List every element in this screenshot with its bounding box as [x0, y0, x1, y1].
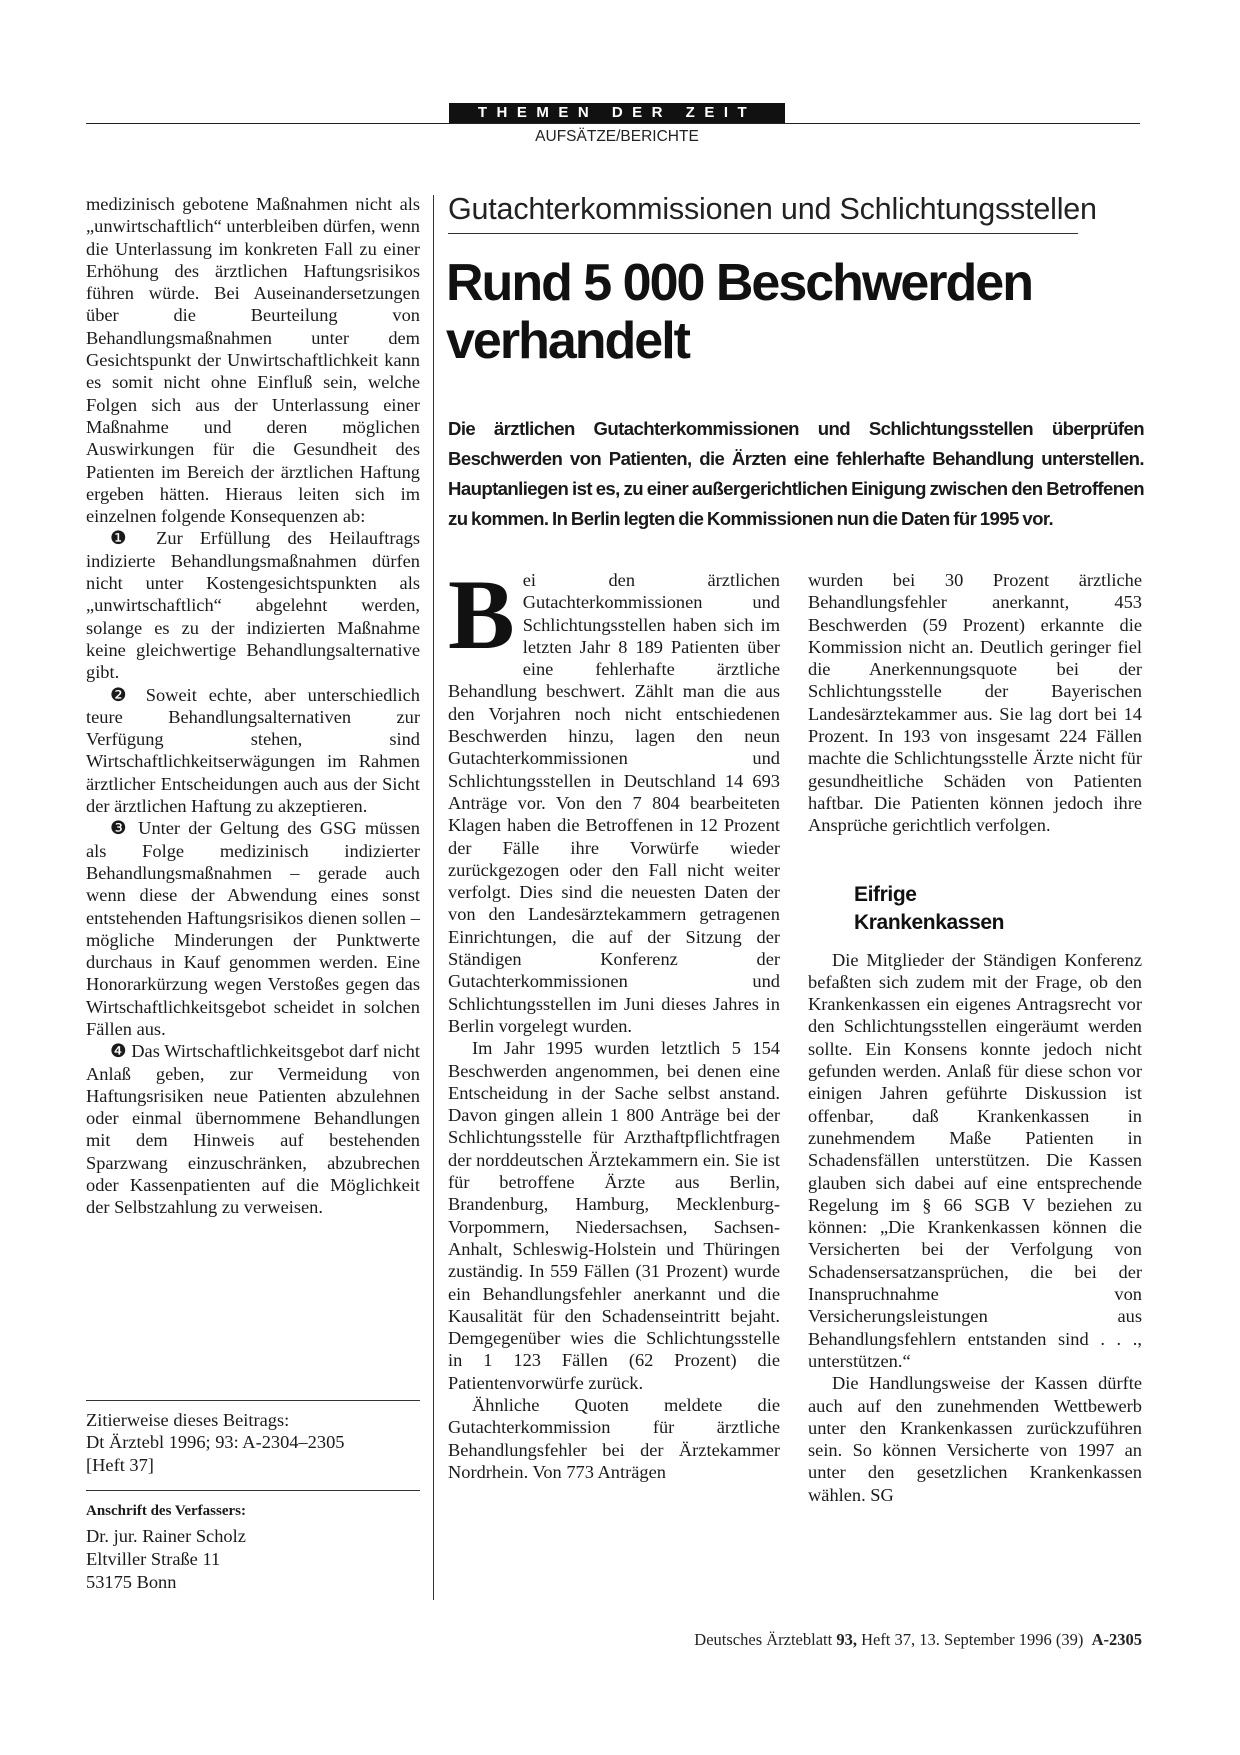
- author-address: [86, 1490, 420, 1594]
- section-banner: THEMEN DER ZEIT: [449, 103, 785, 123]
- address-city: 53175 Bonn: [86, 1572, 177, 1592]
- left-paragraph-2: ❶ Zur Erfüllung des Heilauftrags indizierte Behandlungsmaßnahmen dürfen nicht unter Kostengesichtspunkten als „unwirtschaftlich“ abgelehnt werden, solange es zu der indizierten Maßnahme keine gleichwertige Behandlungsalternative gibt.: [86, 528, 420, 683]
- header-rule: [86, 123, 1140, 124]
- citation-label: Zitierweise dieses Beitrags:: [86, 1410, 290, 1430]
- body-paragraph-4: wurden bei 30 Prozent ärztliche Behandlungsfehler anerkannt, 453 Beschwerden (59 Prozent) erkannte die Kommission nicht an. Deutlich geringer fiel die Anerkennungsquote bei der Schlichtungsstelle der Bayerischen Landesärztekammer aus. Sie lag dort bei 14 Prozent. In 193 von insgesamt 224 Fällen machte die Schlichtungsstelle Ärzte nicht für gesundheitliche Schäden von Patienten haftbar. Die Patienten können jedoch ihre Ansprüche gerichtlich verfolgen.: [808, 570, 1142, 836]
- page-footer: [694, 1630, 1142, 1650]
- citation-ref: Dt Ärztebl 1996; 93: A-2304–2305: [86, 1432, 345, 1453]
- kicker-rule: [448, 233, 1078, 234]
- address-street: Eltviller Straße 11: [86, 1549, 221, 1569]
- article-kicker: Gutachterkommissionen und Schlichtungsstellen: [448, 192, 1097, 226]
- subheading-line-2: Krankenkassen: [854, 910, 1005, 934]
- footer-page-number: A-2305: [1091, 1630, 1142, 1649]
- footer-journal: Deutsches Ärzteblatt: [694, 1630, 833, 1649]
- body-paragraph-5: Die Mitglieder der Ständigen Konferenz befaßten sich zudem mit der Frage, ob den Krankenkassen ein eigenes Antragsrecht vor den Schlichtungsstellen eingeräumt werden sollte. Ein Konsens konnte jedoch nicht gefunden werden. Anlaß für diese schon vor einigen Jahren geführte Diskussion ist offenbar, daß Krankenkassen in zunehmendem Maße Patienten in Schadensfällen unterstützen. Die Kassen glauben sich dabei auf eine entsprechende Regelung im § 66 SGB V beziehen zu können: „Die Krankenkassen können die Versicherten bei der Verfolgung von Schadensersatzansprüchen, die bei der Inanspruchnahme von Versicherungsleistungen aus Behandlungsfehlern entstanden sind . . ., unterstützen.“: [808, 949, 1142, 1371]
- left-paragraph-3: ❷ Soweit echte, aber unterschiedlich teure Behandlungsalternativen zur Verfügung stehen, sind Wirtschaftlichkeitserwägungen im Rahmen ärztlicher Entscheidungen auch aus der Sicht der ärztlichen Haftung zu akzeptieren.: [86, 684, 420, 817]
- body-paragraph-6: Die Handlungsweise der Kassen dürfte auch auf den zunehmenden Wettbewerb unter den Krankenkassen zurückzuführen sein. So können Versicherte von 1997 an unter den gesetzlichen Krankenkassen wählen. SG: [808, 1373, 1142, 1505]
- body-paragraph-1: [448, 559, 780, 1037]
- right-column: [808, 569, 1142, 1506]
- left-paragraph-4: ❸ Unter der Geltung des GSG müssen als Folge medizinisch indizierter Behandlungsmaßnahmen – gerade auch wenn diese der Abwendung eines sonst entstehenden Haftungsrisikos dienen sollen – mögliche Minderungen der Punktwerte durchaus in Kauf genommen werden. Eine Honorarkürzung wegen Verstoßes gegen das Wirtschaftlichkeitsgebot scheidet in solchen Fällen aus.: [86, 818, 420, 1039]
- article-lead: Die ärztlichen Gutachterkommissionen und Schlichtungsstellen überprüfen Beschwerden von Patienten, die Ärzten eine fehlerhafte Behandlung unterstellen. Hauptanliegen ist es, zu einer außergerichtlichen Einigung zwischen den Betroffenen zu kommen. In Berlin legten die Kommissionen nun die Daten für 1995 vor.: [448, 418, 1144, 529]
- citation-issue: [Heft 37]: [86, 1454, 154, 1475]
- article-headline: Rund 5 000 Beschwerden verhandelt: [446, 254, 1032, 370]
- citation-box: [86, 1400, 420, 1476]
- subheading: [854, 881, 1142, 937]
- left-column: [86, 193, 420, 1219]
- body-paragraph-3: Ähnliche Quoten meldete die Gutachterkommission für ärztliche Behandlungsfehler bei der Ärztekammer Nordrhein. Von 773 Anträgen: [448, 1394, 780, 1482]
- address-name: Dr. jur. Rainer Scholz: [86, 1526, 246, 1546]
- drop-cap: B: [448, 559, 515, 670]
- footer-issue-date: Heft 37, 13. September 1996 (39): [861, 1630, 1084, 1649]
- section-subtitle: AUFSÄTZE/BERICHTE: [535, 128, 699, 145]
- footer-volume: 93,: [836, 1630, 857, 1649]
- middle-column: [448, 559, 780, 1483]
- body-paragraph-1-text: ei den ärztlichen Gutachterkommissionen und Schlichtungsstellen haben sich im letzten Jahr 8 189 Patienten über eine fehlerhafte ärztliche Behandlung beschwert. Zählt man die aus den Vorjahren noch nicht entschiedenen Beschwerden hinzu, lagen den neun Gutachterkommissionen und Schlichtungsstellen in Deutschland 14 693 Anträge vor. Von den 7 804 bearbeiteten Klagen haben die Betroffenen in 12 Prozent der Fälle ihre Vorwürfe wieder zurückgezogen oder den Fall nicht weiter verfolgt. Dies sind die neuesten Daten der von den Landesärztekammern getragenen Einrichtungen, die auf der Sitzung der Ständigen Konferenz der Gutachterkommissionen und Schlichtungsstellen im Juni dieses Jahres in Berlin vorgelegt wurden.: [448, 570, 780, 1036]
- column-divider: [433, 195, 434, 1600]
- subheading-line-1: Eifrige: [854, 882, 917, 906]
- body-paragraph-2: Im Jahr 1995 wurden letztlich 5 154 Beschwerden angenommen, bei denen eine Entscheidung in der Sache selbst anstand. Davon gingen allein 1 800 Anträge bei der Schlichtungsstelle für Arzthaftpflichtfragen der norddeutschen Ärztekammern ein. Sie ist für betroffene Ärzte aus Berlin, Brandenburg, Hamburg, Mecklenburg-Vorpommern, Niedersachsen, Sachsen-Anhalt, Schleswig-Holstein und Thüringen zuständig. In 559 Fällen (31 Prozent) wurde ein Behandlungsfehler anerkannt und die Kausalität für den Schadenseintritt bejaht. Demgegenüber wies die Schlichtungsstelle in 1 123 Fällen (62 Prozent) die Patientenvorwürfe zurück.: [448, 1038, 780, 1393]
- left-paragraph-5: ❹ Das Wirtschaftlichkeitsgebot darf nicht Anlaß geben, zur Vermeidung von Haftungsrisiken neue Patienten abzulehnen oder einmal übernommene Behandlungen mit dem Hinweis auf bestehenden Sparzwang einzuschränken, abzubrechen oder Kassenpatienten auf die Möglichkeit der Selbstzahlung zu verweisen.: [86, 1041, 420, 1218]
- address-label: Anschrift des Verfassers:: [86, 1503, 246, 1519]
- left-paragraph-1: medizinisch gebotene Maßnahmen nicht als „unwirtschaftlich“ unterbleiben dürfen, wenn die Unterlassung im konkreten Fall zu einer Erhöhung des ärztlichen Haftungsrisikos führen würde. Bei Auseinandersetzungen über die Beurteilung von Behandlungsmaßnahmen unter dem Gesichtspunkt der Unwirtschaftlichkeit kann es somit nicht ohne Einfluß sein, welche Folgen sich aus der Unterlassung einer Maßnahme und deren möglichen Auswirkungen für die Gesundheit des Patienten im Bereich der ärztlichen Haftung ergeben hätten. Hieraus leiten sich im einzelnen folgende Konsequenzen ab:: [86, 194, 420, 527]
